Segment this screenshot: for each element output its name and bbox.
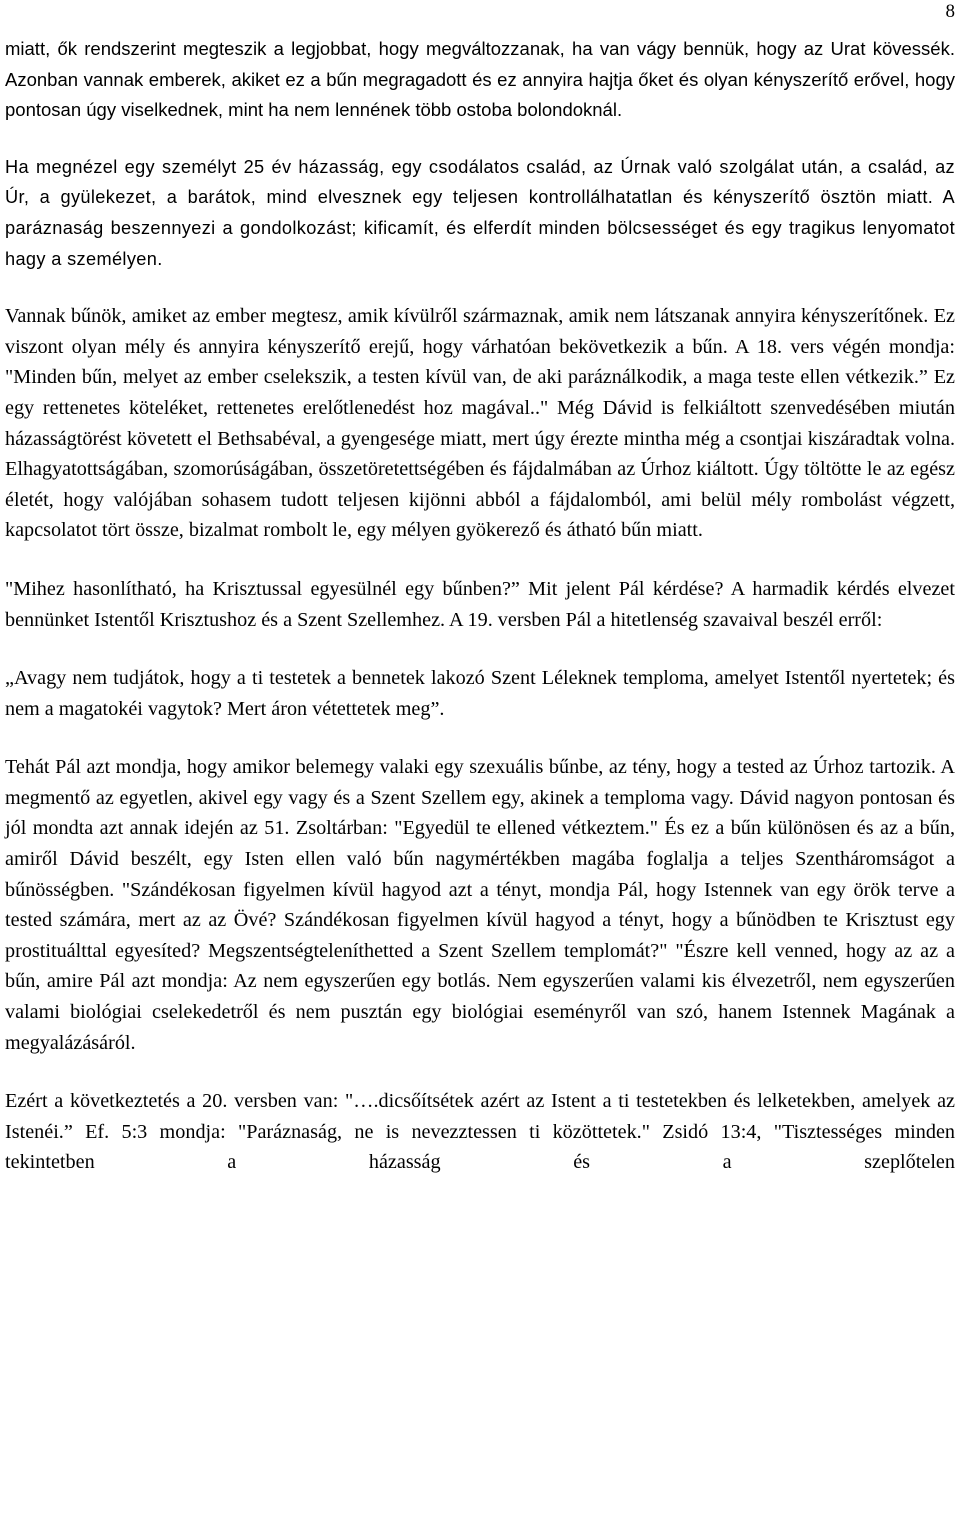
paragraph-2: Ha megnézel egy személyt 25 év házasság, egy csodálatos család, az Úrnak való szolgálat után, a család, az Úr, a gyülekezet, a barátok, mind elvesznek egy teljesen kontrollálhatatlan és kényszerítő ösztön miatt. A paráznaság beszennyezi a gondolkozást; kificamít, és elferdít minden bölcsességet és egy tragikus lenyomatot hagy a személyen. xyxy=(5,156,955,269)
paragraph-6: Tehát Pál azt mondja, hogy amikor belemegy valaki egy szexuális bűnbe, az tény, hogy a tested az Úrhoz tartozik. A megmentő az egyetlen, akivel egy vagy és a Szent Szellem egy, akinek a temploma vagy. Dávid nagyon pontosan és jól mondta azt annak idején az 51. Zsoltárban: "Egyedül te ellened vétkeztem." És ez a bűn különösen és az a bűn, amiről Dávid beszélt, egy Isten ellen való bűn nagymértékben magába foglalja a teljes Szentháromságot a bűnösségben. "Szándékosan figyelmen kívül hagyod azt a tényt, mondja Pál, hogy Istennek van egy örök terve a tested számára, mert az az Övé? Szándékosan figyelmen kívül hagyod a tényt, hogy a bűnödben te Krisztust egy prostituálttal egyesíted? Megszentségteleníthetted a Szent Szellem templomát?" "Észre kell venned, hogy az az a bűn, amire Pál azt mondja: Az nem egyszerűen egy botlás. Nem egyszerűen valami kis élvezetről, nem egyszerűen valami biológiai cselekedetről és nem pusztán egy biológiai eseményről van szó, hanem Istennek Magának a megyalázásáról. xyxy=(5,756,955,1054)
page-number: 8 xyxy=(945,1,955,22)
paragraph-4: "Mihez hasonlítható, ha Krisztussal egyesülnél egy bűnben?” Mit jelent Pál kérdése? A harmadik kérdés elvezet bennünket Istentől Krisztushoz és a Szent Szellemhez. A 19. versben Pál a hitetlenség szavaival beszél erről: xyxy=(5,577,955,631)
paragraph-3: Vannak bűnök, amiket az ember megtesz, amik kívülről származnak, amik nem látszanak annyira kényszerítőnek. Ez viszont olyan mély és annyira kényszerítő erejű, hogy várhatóan bekövetkezik a bűn. A 18. vers végén mondja: "Minden bűn, melyet az ember cselekszik, a testen kívül van, de aki paráználkodik, a maga teste ellen vétkezik.” Ez egy rettenetes köteléket, rettenetes erelőtlenedést hoz magával.." Még Dávid is felkiáltott szenvedésében miután házasságtörést követett el Bethsabéval, a gyengesége miatt, mert úgy érezte mintha még a csontjai kiszáradtak volna. Elhagyatottságában, szomorúságában, összetöretettségében és fájdalmában az Úrhoz kiáltott. Úgy töltötte le az egész életét, hogy valójában sohasem tudott teljesen kijönni abból a fájdalomból, ami belül mély rombolást végzett, kapcsolatot tört össze, bizalmat rombolt le, egy mélyen gyökerező és átható bűn miatt. xyxy=(5,305,955,542)
paragraph-7: Ezért a következtetés a 20. versben van: "….dicsőítsétek azért az Istent a ti testetekben és lelketekben, amelyek az Istenéi.” Ef. 5:3 mondja: "Paráznaság, ne is nevezztessen ti közöttetek." Zsidó 13:4, "Tisztességes minden tekintetben a házasság és a szeplőtelen xyxy=(5,1090,955,1174)
paragraph-1: miatt, ők rendszerint megteszik a legjobbat, hogy megváltozzanak, ha van vágy bennük, hogy az Urat kövessék. Azonban vannak emberek, akiket ez a bűn megragadott és ez annyira hajtja őket és olyan kényszerítő erővel, hogy pontosan úgy viselkednek, mint ha nem lennének több ostoba bolondoknál. xyxy=(5,38,955,121)
paragraph-5-quote: „Avagy nem tudjátok, hogy a ti testetek a bennetek lakozó Szent Léleknek temploma, amelyet Istentől nyertetek; és nem a magatokéi vagytok? Mert áron vétettetek meg”. xyxy=(5,667,955,720)
